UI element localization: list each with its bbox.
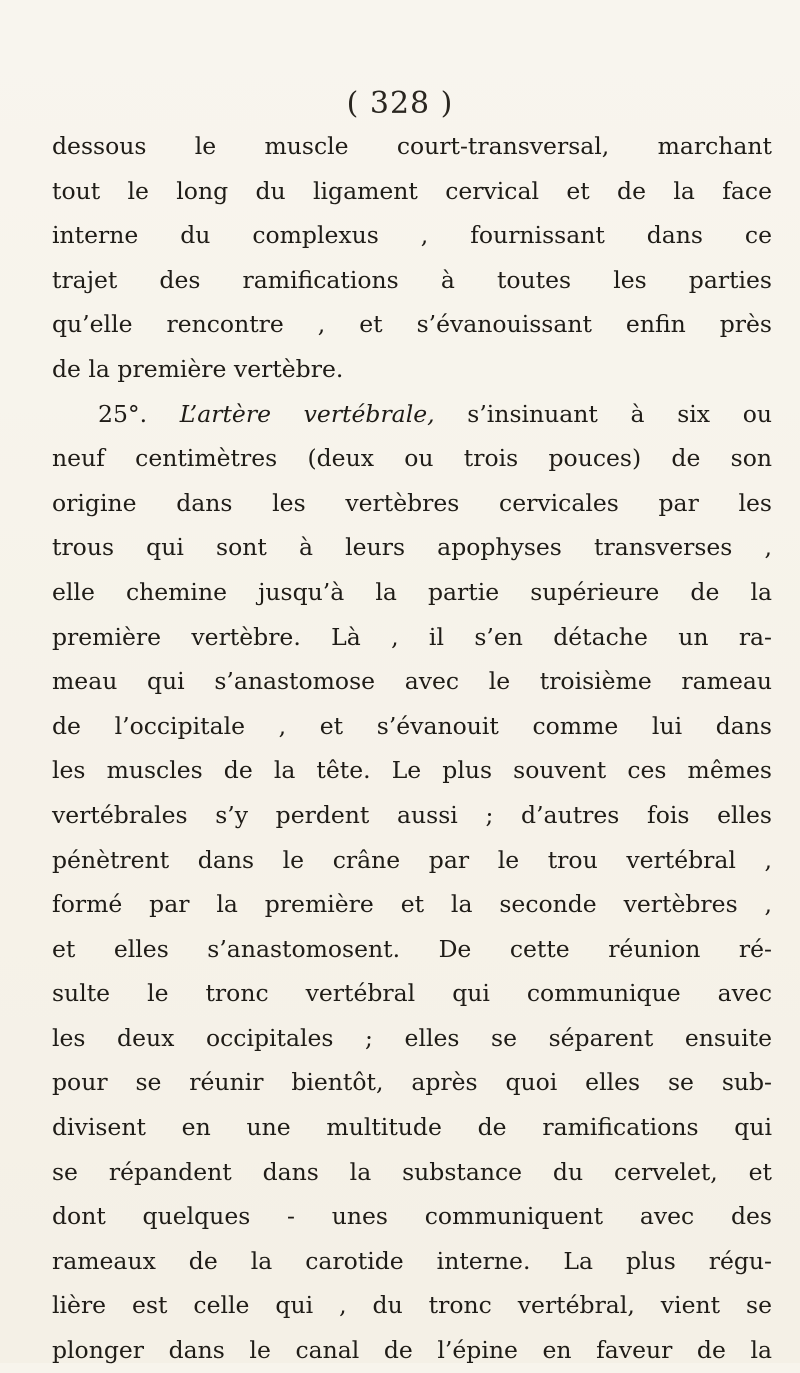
text-line: trajet des ramifications à toutes les parties [52, 265, 772, 294]
text-line: dont quelques - unes communiquent avec des [52, 1202, 772, 1231]
text-line: dessous le muscle court-transversal, marchant [52, 132, 772, 160]
text-line: pour se réunir bientôt, après quoi elles se sub- [52, 1068, 772, 1097]
text-line: interne du complexus , fournissant dans ce [52, 221, 772, 250]
text-line: les muscles de la tête. Le plus souvent ces mêmes [52, 756, 772, 785]
text-line: rameaux de la carotide interne. La plus régu- [52, 1246, 772, 1275]
text-line-lead: 25°. [98, 399, 180, 428]
text-line: se répandent dans la substance du cervelet, et [52, 1157, 772, 1186]
text-line [52, 392, 772, 437]
text-line: origine dans les vertèbres cervicales par les [52, 488, 772, 517]
italic-term: L’artère vertébrale, [179, 399, 435, 428]
text-line: neuf centimètres (deux ou trois pouces) de son [52, 444, 772, 473]
text-line: première vertèbre. Là , il s’en détache un ra- [52, 622, 772, 651]
text-line: meau qui s’anastomose avec le troisième rameau [52, 667, 772, 696]
text-line: trous qui sont à leurs apophyses transverses , [52, 533, 772, 562]
text-line: et elles s’anastomosent. De cette réunion ré- [52, 934, 772, 963]
text-line: les deux occipitales ; elles se séparent ensuite [52, 1023, 772, 1052]
text-line: lière est celle qui , du tronc vertébral, vient se [52, 1291, 772, 1320]
text-line: formé par la première et la seconde vertèbres , [52, 890, 772, 919]
text-line: tout le long du ligament cervical et de la face [52, 176, 772, 205]
text-line: divisent en une multitude de ramifications qui [52, 1113, 772, 1142]
body-text [52, 124, 772, 1373]
text-line: vertébrales s’y perdent aussi ; d’autres fois elles [52, 800, 772, 829]
text-line: elle chemine jusqu’à la partie supérieure de la [52, 577, 772, 606]
text-line: de la première vertèbre. [52, 354, 344, 383]
text-line: plonger dans le canal de l’épine en faveur de la [52, 1336, 772, 1365]
page-number: ( 328 ) [346, 86, 454, 121]
text-line: pénètrent dans le crâne par le trou vertébral , [52, 845, 772, 874]
text-line: sulte le tronc vertébral qui communique avec [52, 979, 772, 1008]
text-line: qu’elle rencontre , et s’évanouissant enfin près [52, 310, 772, 339]
text-line: de l’occipitale , et s’évanouit comme lui dans [52, 711, 772, 740]
text-line-rest: s’insinuant à six ou [434, 399, 772, 428]
